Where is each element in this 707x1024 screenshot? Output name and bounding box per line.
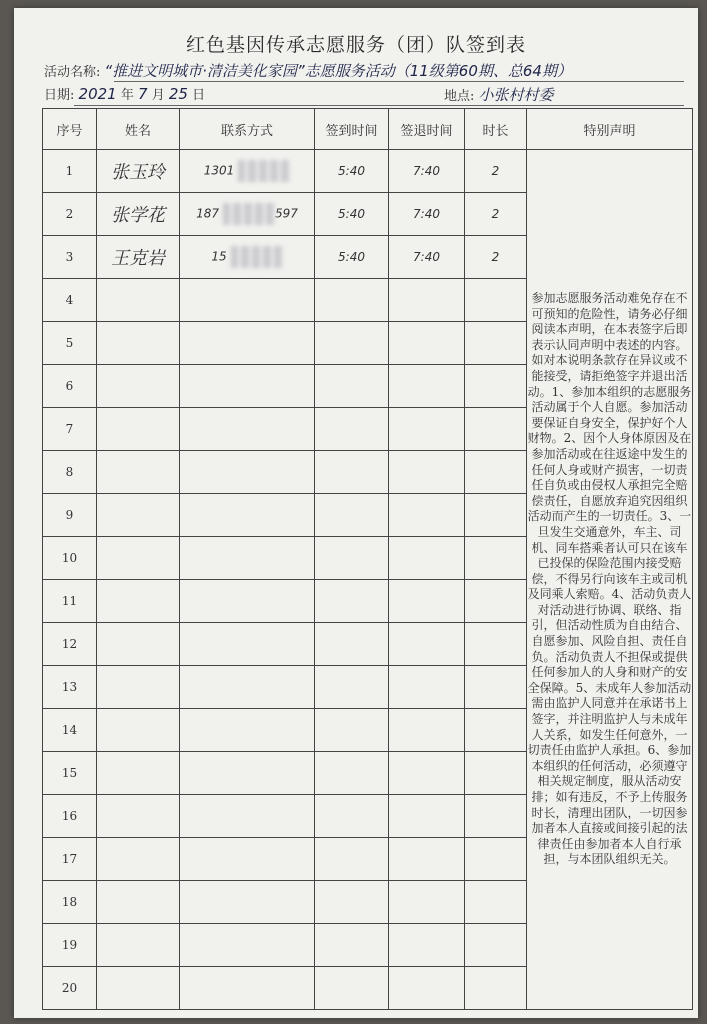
header-checkin: 签到时间: [315, 109, 389, 150]
header-checkout: 签退时间: [389, 109, 465, 150]
location-value: 小张村村委: [478, 86, 554, 104]
empty-cell: [465, 408, 527, 451]
row-number: 7: [43, 408, 97, 451]
date-day: 25: [168, 85, 188, 103]
declaration-text: 参加志愿服务活动难免存在不可预知的危险性，请务必仔细阅读本声明，在本表签字后即表示认同声明中表述的内容。如对本说明条款存在异议或不能接受，请拒绝签字并退出活动。1、参加本组织的志愿服务活动属于个人自愿。参加活动要保证自身安全，保护好个人财物。2、因个人身体原因及在参加活动或在往返途中发生的任何人身或财产损害，一切责任自负或由侵权人承担完全赔偿责任，自愿放弃追究因组织活动而产生的一切责任。3、一旦发生交通意外，车主、司机、同车搭乘者认可只在该车已投保的保险范围内接受赔偿，不得另行向该车主或司机及同乘人索赔。4、活动负责人对活动进行协调、联络、指引，但活动性质为自由结合、自愿参加、风险自担、责任自负。活动负责人不担保或提供任何参加人的人身和财产的安全保障。5、未成年人参加活动需由监护人同意并在承诺书上签字，并注明监护人与未成年人关系，如发生任何意外，一切责任由监护人承担。6、参加本组织的任何活动，必须遵守相关规定制度，服从活动安排；如有违反，不予上传服务时长，清理出团队，一切因参加者本人直接或间接引起的法律责任由参加者本人自行承担，与本团队组织无关。: [527, 291, 692, 867]
empty-cell: [180, 322, 315, 365]
date-label: 日期:: [44, 88, 75, 103]
checkout-time: 7:40: [389, 236, 465, 279]
checkin-time: 5:40: [315, 150, 389, 193]
empty-cell: [465, 924, 527, 967]
empty-cell: [465, 967, 527, 1010]
empty-cell: [465, 838, 527, 881]
empty-cell: [315, 451, 389, 494]
signer-name: 张学花: [97, 193, 180, 236]
empty-cell: [315, 752, 389, 795]
empty-cell: [389, 580, 465, 623]
redaction-blur: [231, 246, 283, 268]
empty-cell: [180, 795, 315, 838]
empty-cell: [97, 967, 180, 1010]
empty-cell: [315, 408, 389, 451]
row-number: 4: [43, 279, 97, 322]
signer-name: 王克岩: [97, 236, 180, 279]
empty-cell: [97, 795, 180, 838]
form-title: 红色基因传承志愿服务（团）队签到表: [185, 34, 526, 56]
empty-cell: [315, 666, 389, 709]
phone-visible: 187: [196, 206, 219, 221]
empty-cell: [180, 451, 315, 494]
empty-cell: [465, 881, 527, 924]
row-number: 9: [43, 494, 97, 537]
empty-cell: [97, 537, 180, 580]
empty-cell: [389, 752, 465, 795]
empty-cell: [180, 623, 315, 666]
empty-cell: [97, 580, 180, 623]
signer-phone: [180, 150, 315, 193]
activity-name-label: 活动名称:: [44, 65, 101, 80]
empty-cell: [180, 752, 315, 795]
empty-cell: [315, 494, 389, 537]
row-number: 20: [43, 967, 97, 1010]
signer-phone: [180, 236, 315, 279]
phone-visible: 15: [211, 249, 227, 264]
empty-cell: [97, 494, 180, 537]
empty-cell: [97, 279, 180, 322]
row-number: 14: [43, 709, 97, 752]
empty-cell: [180, 408, 315, 451]
header-hours: 时长: [465, 109, 527, 150]
empty-cell: [389, 537, 465, 580]
date-year: 2021: [78, 85, 117, 103]
row-number: 15: [43, 752, 97, 795]
row-number: 11: [43, 580, 97, 623]
duration-hours: 2: [465, 150, 527, 193]
empty-cell: [389, 666, 465, 709]
date-month: 7: [138, 85, 148, 103]
row-number: 3: [43, 236, 97, 279]
checkin-time: 5:40: [315, 193, 389, 236]
row-number: 13: [43, 666, 97, 709]
empty-cell: [97, 838, 180, 881]
empty-cell: [389, 967, 465, 1010]
empty-cell: [465, 365, 527, 408]
empty-cell: [389, 408, 465, 451]
table-header-row: [43, 109, 693, 150]
empty-cell: [389, 451, 465, 494]
empty-cell: [465, 709, 527, 752]
empty-cell: [389, 322, 465, 365]
activity-name-line: [44, 60, 684, 82]
duration-hours: 2: [465, 236, 527, 279]
empty-cell: [180, 666, 315, 709]
empty-cell: [97, 881, 180, 924]
empty-cell: [465, 451, 527, 494]
location-label: 地点:: [444, 89, 475, 104]
empty-cell: [315, 322, 389, 365]
empty-cell: [97, 408, 180, 451]
empty-cell: [180, 838, 315, 881]
empty-cell: [389, 623, 465, 666]
empty-cell: [97, 322, 180, 365]
date-underline: [74, 105, 684, 106]
header-name: 姓名: [97, 109, 180, 150]
empty-cell: [465, 623, 527, 666]
empty-cell: [389, 924, 465, 967]
empty-cell: [97, 623, 180, 666]
empty-cell: [465, 666, 527, 709]
empty-cell: [389, 881, 465, 924]
empty-cell: [180, 967, 315, 1010]
empty-cell: [180, 537, 315, 580]
empty-cell: [97, 709, 180, 752]
empty-cell: [465, 279, 527, 322]
empty-cell: [315, 924, 389, 967]
empty-cell: [180, 365, 315, 408]
row-number: 17: [43, 838, 97, 881]
special-declaration: [527, 150, 693, 1010]
empty-cell: [465, 494, 527, 537]
empty-cell: [389, 795, 465, 838]
row-number: 12: [43, 623, 97, 666]
empty-cell: [180, 279, 315, 322]
sign-in-sheet: [14, 8, 698, 1018]
duration-hours: 2: [465, 193, 527, 236]
empty-cell: [315, 967, 389, 1010]
empty-cell: [97, 365, 180, 408]
empty-cell: [465, 752, 527, 795]
row-number: 8: [43, 451, 97, 494]
empty-cell: [315, 881, 389, 924]
empty-cell: [97, 752, 180, 795]
empty-cell: [315, 838, 389, 881]
empty-cell: [97, 451, 180, 494]
empty-cell: [315, 279, 389, 322]
signer-name: 张玉玲: [97, 150, 180, 193]
location: [444, 84, 554, 105]
date-day-unit: 日: [192, 88, 206, 103]
empty-cell: [315, 795, 389, 838]
row-number: 5: [43, 322, 97, 365]
signer-phone: [180, 193, 315, 236]
empty-cell: [465, 322, 527, 365]
empty-cell: [389, 365, 465, 408]
date-year-unit: 年: [120, 88, 134, 103]
checkout-time: 7:40: [389, 193, 465, 236]
empty-cell: [389, 838, 465, 881]
activity-underline: [114, 81, 684, 82]
activity-name-value: “推进文明城市·清洁美化家园”志愿服务活动（11级第60期、总64期）: [104, 62, 572, 80]
checkout-time: 7:40: [389, 150, 465, 193]
empty-cell: [315, 580, 389, 623]
empty-cell: [180, 881, 315, 924]
table-row: [43, 150, 693, 193]
empty-cell: [180, 924, 315, 967]
empty-cell: [465, 537, 527, 580]
phone-visible-tail: 597: [275, 206, 298, 221]
date-month-unit: 月: [151, 88, 165, 103]
row-number: 6: [43, 365, 97, 408]
empty-cell: [389, 494, 465, 537]
header-declaration: 特别声明: [527, 109, 693, 150]
empty-cell: [97, 666, 180, 709]
empty-cell: [97, 924, 180, 967]
empty-cell: [465, 795, 527, 838]
empty-cell: [315, 623, 389, 666]
row-number: 18: [43, 881, 97, 924]
row-number: 1: [43, 150, 97, 193]
empty-cell: [389, 709, 465, 752]
header-phone: 联系方式: [180, 109, 315, 150]
empty-cell: [465, 580, 527, 623]
row-number: 2: [43, 193, 97, 236]
redaction-blur: [223, 203, 275, 225]
empty-cell: [180, 709, 315, 752]
empty-cell: [315, 537, 389, 580]
date-location-line: [44, 84, 684, 106]
redaction-blur: [238, 160, 290, 182]
empty-cell: [389, 279, 465, 322]
phone-visible: 1301: [203, 163, 235, 178]
empty-cell: [315, 365, 389, 408]
empty-cell: [180, 580, 315, 623]
empty-cell: [315, 709, 389, 752]
empty-cell: [180, 494, 315, 537]
checkin-time: 5:40: [315, 236, 389, 279]
row-number: 19: [43, 924, 97, 967]
header-no: 序号: [43, 109, 97, 150]
sign-in-table: [42, 108, 693, 1010]
row-number: 16: [43, 795, 97, 838]
row-number: 10: [43, 537, 97, 580]
